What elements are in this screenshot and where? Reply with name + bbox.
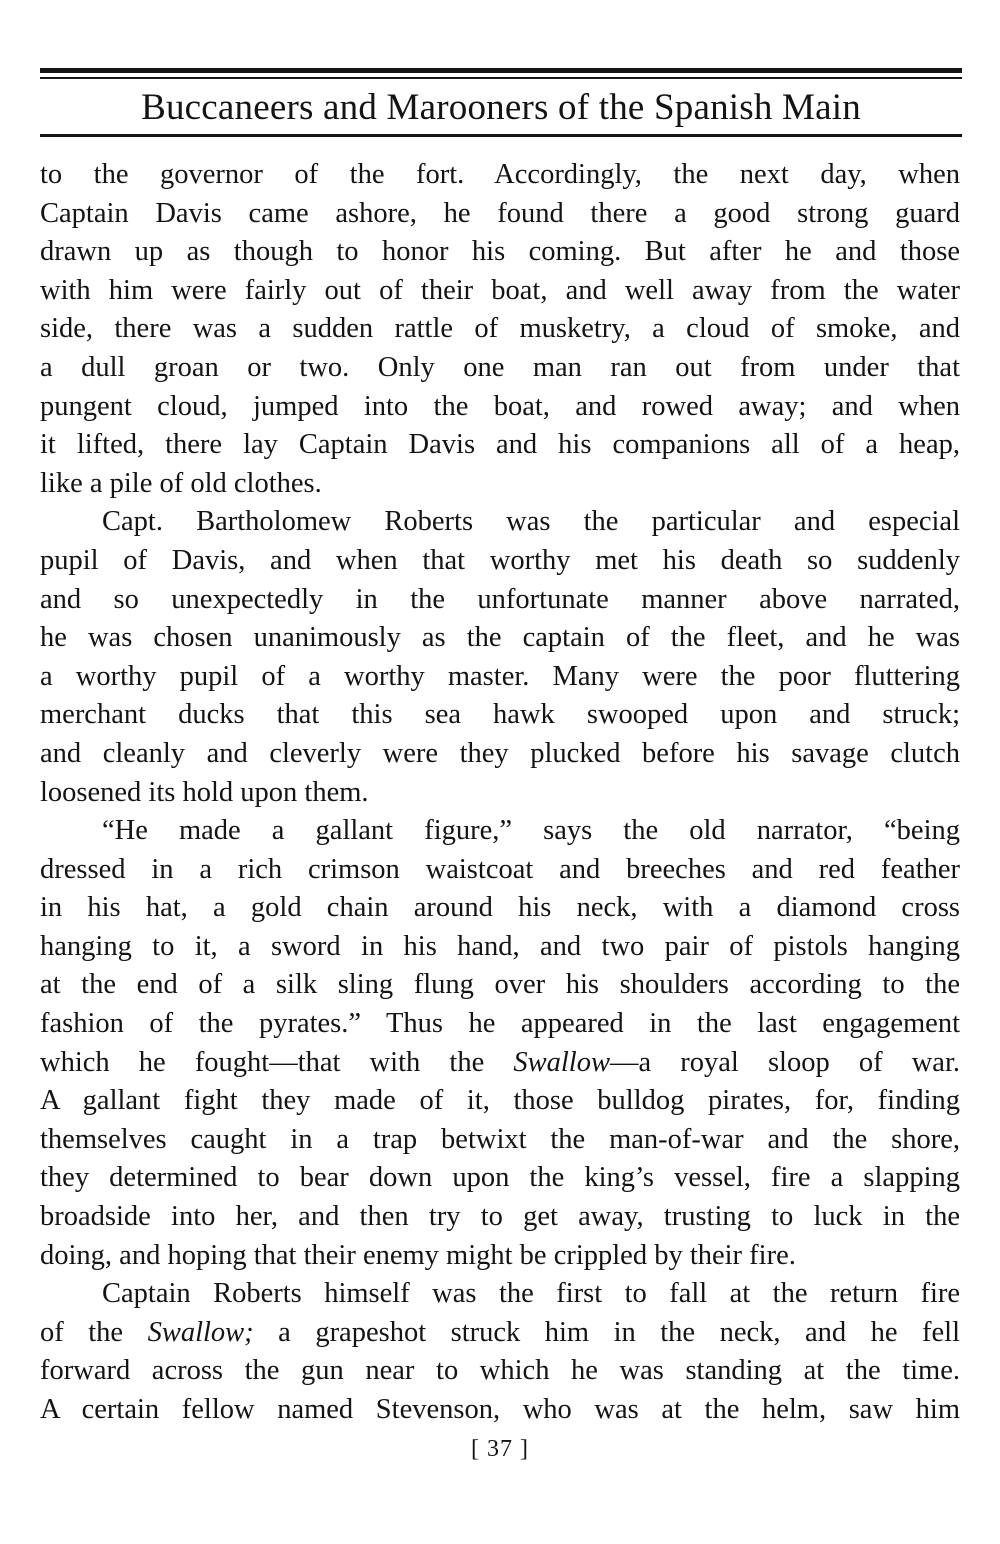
- page-number: [ 37 ]: [471, 1436, 529, 1462]
- header-rule-thin: [40, 77, 962, 79]
- text-line: dressed in a rich crimson waistcoat and breeches and red feather: [40, 853, 960, 885]
- text-line: pungent cloud, jumped into the boat, and rowed away; and when: [40, 390, 960, 422]
- text-line: themselves caught in a trap betwixt the man-of-war and the shore,: [40, 1123, 960, 1155]
- text-line: doing, and hoping that their enemy might be crippled by their fire.: [40, 1239, 796, 1271]
- text-line: drawn up as though to honor his coming. But after he and those: [40, 236, 960, 268]
- paragraph: [40, 1275, 960, 1429]
- text-line: A gallant fight they made of it, those bulldog pirates, for, finding: [40, 1085, 960, 1117]
- text-line: of the Swallow; a grapeshot struck him in the neck, and he fell: [40, 1316, 960, 1348]
- text-line: loosened its hold upon them.: [40, 776, 369, 808]
- text-line: hanging to it, a sword in his hand, and two pair of pistols hanging: [40, 930, 960, 962]
- text-line: and cleanly and cleverly were they plucked before his savage clutch: [40, 737, 960, 769]
- text-line: broadside into her, and then try to get away, trusting to luck in the: [40, 1201, 960, 1233]
- text-line: forward across the gun near to which he was standing at the time.: [40, 1355, 960, 1387]
- text-line: a dull groan or two. Only one man ran out from under that: [40, 351, 960, 383]
- text-line: Captain Roberts himself was the first to fall at the return fire: [102, 1278, 960, 1310]
- text-line: side, there was a sudden rattle of musketry, a cloud of smoke, and: [40, 313, 960, 345]
- text-line: in his hat, a gold chain around his neck, with a diamond cross: [40, 892, 960, 924]
- paragraph: [40, 812, 960, 1275]
- text-line: Capt. Bartholomew Roberts was the particular and especial: [102, 506, 960, 538]
- header-rule-thick: [40, 68, 962, 73]
- header-rule-under: [40, 134, 962, 137]
- text-line: he was chosen unanimously as the captain of the fleet, and he was: [40, 622, 960, 654]
- text-line: and so unexpectedly in the unfortunate manner above narrated,: [40, 583, 960, 615]
- text-line: fashion of the pyrates.” Thus he appeared in the last engagement: [40, 1008, 960, 1040]
- text-line: “He made a gallant figure,” says the old narrator, “being: [102, 815, 960, 847]
- text-line: Captain Davis came ashore, he found there a good strong guard: [40, 197, 960, 229]
- text-line: with him were fairly out of their boat, and well away from the water: [40, 274, 960, 306]
- body-text: [40, 156, 960, 1430]
- paragraph: [40, 503, 960, 812]
- text-line: it lifted, there lay Captain Davis and his companions all of a heap,: [40, 429, 960, 461]
- running-head: Buccaneers and Marooners of the Spanish Main: [141, 87, 861, 128]
- text-line: at the end of a silk sling flung over his shoulders according to the: [40, 969, 960, 1001]
- text-line: they determined to bear down upon the king’s vessel, fire a slapping: [40, 1162, 960, 1194]
- text-line: a worthy pupil of a worthy master. Many were the poor fluttering: [40, 660, 960, 692]
- text-line: to the governor of the fort. Accordingly, the next day, when: [40, 159, 960, 190]
- text-line: pupil of Davis, and when that worthy met his death so suddenly: [40, 544, 960, 576]
- text-line: merchant ducks that this sea hawk swooped upon and struck;: [40, 699, 960, 731]
- text-line: like a pile of old clothes.: [40, 467, 322, 499]
- text-line: A certain fellow named Stevenson, who was at the helm, saw him: [40, 1394, 960, 1425]
- paragraph: [40, 156, 960, 503]
- text-line: which he fought—that with the Swallow—a royal sloop of war.: [40, 1046, 960, 1078]
